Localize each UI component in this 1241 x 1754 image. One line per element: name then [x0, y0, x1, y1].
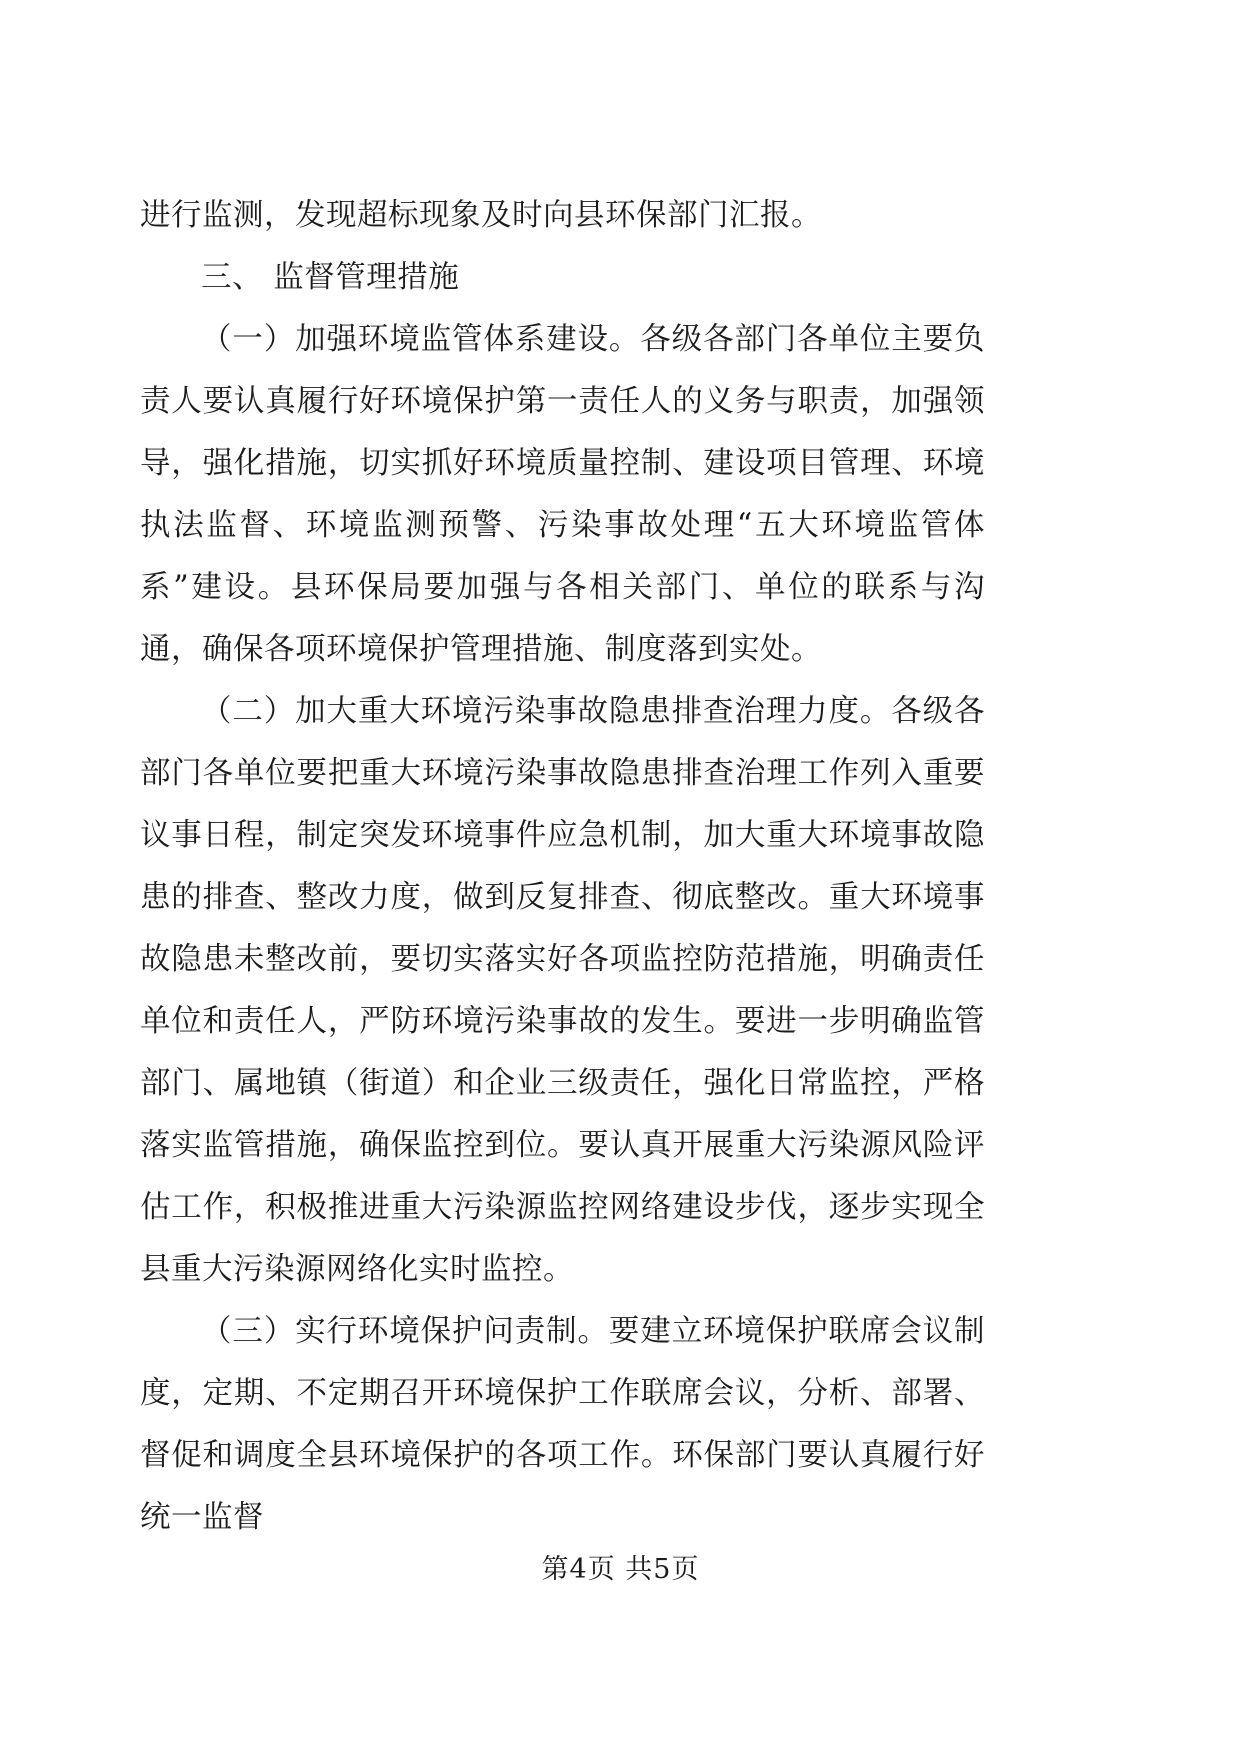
- page-number-footer: 第4页 共5页: [541, 1554, 700, 1585]
- paragraph-item-three: （三）实行环境保护问责制。要建立环境保护联席会议制度，定期、不定期召开环境保护工作联席会议，分析、部署、督促和调度全县环境保护的各项工作。环保部门要认真履行好统一监督: [140, 1314, 985, 1535]
- document-body: [140, 185, 985, 1549]
- section-heading-three: 三、 监督管理措施: [201, 260, 460, 295]
- paragraph-item-two: （二）加大重大环境污染事故隐患排查治理力度。各级各部门各单位要把重大环境污染事故隐患排查治理工作列入重要议事日程，制定突发环境事件应急机制，加大重大环境事故隐患的排查、整改力度，做到反复排查、彻底整改。重大环境事故隐患未整改前，要切实落实好各项监控防范措施，明确责任单位和责任人，严防环境污染事故的发生。要进一步明确监管部门、属地镇（街道）和企业三级责任，强化日常监控，严格落实监管措施，确保监控到位。要认真开展重大污染源风险评估工作，积极推进重大污染源监控网络建设步伐，逐步实现全县重大污染源网络化实时监控。: [140, 694, 985, 1287]
- paragraph-continued: 进行监测，发现超标现象及时向县环保部门汇报。: [140, 198, 822, 233]
- paragraph-item-one: （一）加强环境监管体系建设。各级各部门各单位主要负责人要认真履行好环境保护第一责任人的义务与职责，加强领导，强化措施，切实抓好环境质量控制、建设项目管理、环境执法监督、环境监测预警、污染事故处理“五大环境监管体系”建设。县环保局要加强与各相关部门、单位的联系与沟通，确保各项环境保护管理措施、制度落到实处。: [140, 322, 985, 667]
